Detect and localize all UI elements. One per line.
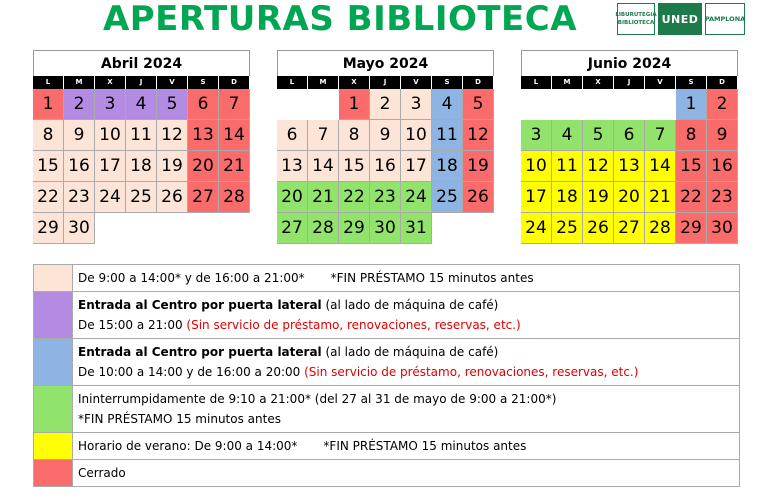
day-cell: 29 bbox=[339, 213, 370, 244]
day-cell: 26 bbox=[463, 182, 494, 213]
day-cell: 1 bbox=[676, 89, 707, 120]
day-cell: 10 bbox=[521, 151, 552, 182]
legend-hours: De 15:00 a 21:00 bbox=[78, 318, 187, 332]
day-cell: 17 bbox=[95, 151, 126, 182]
legend-warning: (Sin servicio de préstamo, renovaciones, reservas, etc.) bbox=[186, 318, 521, 332]
empty-day bbox=[552, 89, 583, 120]
day-cell: 27 bbox=[277, 213, 308, 244]
legend-hours: Ininterrumpidamente de 9:10 a 21:00* (del 27 al 31 de mayo de 9:00 a 21:00*) bbox=[78, 392, 557, 406]
day-cell: 26 bbox=[583, 213, 614, 244]
weekday-label: M bbox=[64, 76, 95, 89]
legend-swatch bbox=[34, 339, 73, 385]
day-cell: 30 bbox=[64, 213, 95, 244]
day-cell: 17 bbox=[401, 151, 432, 182]
empty-day bbox=[583, 89, 614, 120]
legend-row-red bbox=[34, 460, 739, 487]
day-cell: 6 bbox=[614, 120, 645, 151]
weekday-label: V bbox=[645, 76, 676, 89]
day-cell: 15 bbox=[676, 151, 707, 182]
weekday-header bbox=[277, 76, 494, 89]
day-cell: 19 bbox=[157, 151, 188, 182]
day-cell: 5 bbox=[463, 89, 494, 120]
day-cell: 30 bbox=[707, 213, 738, 244]
day-grid bbox=[277, 89, 494, 244]
page-title: APERTURAS BIBLIOTECA bbox=[102, 0, 578, 39]
legend-note: *FIN PRÉSTAMO 15 minutos antes bbox=[330, 271, 534, 285]
weekday-label: L bbox=[521, 76, 552, 89]
day-cell: 1 bbox=[339, 89, 370, 120]
legend-warning: (Sin servicio de préstamo, renovaciones, reservas, etc.) bbox=[304, 365, 639, 379]
day-cell: 4 bbox=[552, 120, 583, 151]
day-cell: 17 bbox=[521, 182, 552, 213]
weekday-label: J bbox=[614, 76, 645, 89]
day-cell: 14 bbox=[219, 120, 250, 151]
day-cell: 16 bbox=[370, 151, 401, 182]
day-cell: 25 bbox=[432, 182, 463, 213]
day-cell: 11 bbox=[552, 151, 583, 182]
day-cell: 12 bbox=[157, 120, 188, 151]
calendar-may bbox=[277, 50, 494, 244]
weekday-label: M bbox=[308, 76, 339, 89]
weekday-label: X bbox=[583, 76, 614, 89]
legend-entrance-detail: (al lado de máquina de café) bbox=[321, 298, 499, 312]
legend-row-normal bbox=[34, 265, 739, 292]
day-cell: 27 bbox=[614, 213, 645, 244]
day-cell: 25 bbox=[552, 213, 583, 244]
day-cell: 20 bbox=[614, 182, 645, 213]
weekday-label: J bbox=[370, 76, 401, 89]
day-cell: 14 bbox=[308, 151, 339, 182]
legend-row-purple bbox=[34, 292, 739, 339]
weekday-label: L bbox=[33, 76, 64, 89]
day-cell: 7 bbox=[645, 120, 676, 151]
day-cell: 22 bbox=[676, 182, 707, 213]
day-cell: 14 bbox=[645, 151, 676, 182]
day-cell: 23 bbox=[64, 182, 95, 213]
weekday-label: M bbox=[552, 76, 583, 89]
day-cell: 18 bbox=[432, 151, 463, 182]
day-cell: 8 bbox=[676, 120, 707, 151]
weekday-label: S bbox=[676, 76, 707, 89]
legend-text bbox=[73, 339, 643, 385]
day-cell: 9 bbox=[64, 120, 95, 151]
day-cell: 18 bbox=[126, 151, 157, 182]
day-cell: 7 bbox=[219, 89, 250, 120]
weekday-label: L bbox=[277, 76, 308, 89]
day-cell: 12 bbox=[583, 151, 614, 182]
empty-day bbox=[521, 89, 552, 120]
legend-swatch bbox=[34, 433, 73, 459]
legend-text bbox=[73, 460, 131, 486]
day-cell: 19 bbox=[583, 182, 614, 213]
legend-swatch bbox=[34, 265, 73, 291]
day-cell: 24 bbox=[95, 182, 126, 213]
month-title: Junio 2024 bbox=[521, 50, 738, 76]
legend-text bbox=[73, 433, 531, 459]
day-cell: 12 bbox=[463, 120, 494, 151]
day-cell: 5 bbox=[157, 89, 188, 120]
day-cell: 28 bbox=[645, 213, 676, 244]
day-cell: 28 bbox=[219, 182, 250, 213]
weekday-label: J bbox=[126, 76, 157, 89]
day-cell: 2 bbox=[707, 89, 738, 120]
day-cell: 24 bbox=[521, 213, 552, 244]
pamplona-logo: PAMPLONA bbox=[705, 3, 745, 35]
day-cell: 28 bbox=[308, 213, 339, 244]
day-cell: 19 bbox=[463, 151, 494, 182]
library-logo-line1: LIBURUTEGIA bbox=[615, 12, 657, 18]
legend-note: *FIN PRÉSTAMO 15 minutos antes bbox=[78, 412, 281, 426]
legend-row-green bbox=[34, 386, 739, 433]
day-cell: 30 bbox=[370, 213, 401, 244]
legend-row-yellow bbox=[34, 433, 739, 460]
day-cell: 20 bbox=[277, 182, 308, 213]
day-cell: 3 bbox=[95, 89, 126, 120]
day-cell: 13 bbox=[614, 151, 645, 182]
legend-swatch bbox=[34, 386, 73, 432]
day-cell: 11 bbox=[126, 120, 157, 151]
day-cell: 2 bbox=[370, 89, 401, 120]
legend-entrance: Entrada al Centro por puerta lateral bbox=[78, 345, 322, 359]
weekday-label: X bbox=[95, 76, 126, 89]
legend-text bbox=[73, 292, 526, 338]
day-cell: 31 bbox=[401, 213, 432, 244]
legend-row-blue bbox=[34, 339, 739, 386]
weekday-label: D bbox=[219, 76, 250, 89]
day-cell: 24 bbox=[401, 182, 432, 213]
weekday-header bbox=[521, 76, 738, 89]
day-cell: 21 bbox=[645, 182, 676, 213]
day-cell: 18 bbox=[552, 182, 583, 213]
calendar-june bbox=[521, 50, 738, 244]
month-title: Abril 2024 bbox=[33, 50, 250, 76]
day-cell: 16 bbox=[64, 151, 95, 182]
day-cell: 21 bbox=[308, 182, 339, 213]
legend-entrance-detail: (al lado de máquina de café) bbox=[321, 345, 499, 359]
day-cell: 22 bbox=[339, 182, 370, 213]
day-cell: 29 bbox=[33, 213, 64, 244]
weekday-label: V bbox=[157, 76, 188, 89]
empty-day bbox=[614, 89, 645, 120]
day-cell: 22 bbox=[33, 182, 64, 213]
weekday-label: V bbox=[401, 76, 432, 89]
day-grid bbox=[33, 89, 250, 244]
day-grid bbox=[521, 89, 738, 244]
day-cell: 1 bbox=[33, 89, 64, 120]
weekday-header bbox=[33, 76, 250, 89]
day-cell: 4 bbox=[432, 89, 463, 120]
empty-day bbox=[277, 89, 308, 120]
day-cell: 6 bbox=[277, 120, 308, 151]
day-cell: 13 bbox=[188, 120, 219, 151]
day-cell: 8 bbox=[33, 120, 64, 151]
weekday-label: D bbox=[707, 76, 738, 89]
day-cell: 7 bbox=[308, 120, 339, 151]
day-cell: 3 bbox=[521, 120, 552, 151]
day-cell: 2 bbox=[64, 89, 95, 120]
day-cell: 29 bbox=[676, 213, 707, 244]
legend-hours: Horario de verano: De 9:00 a 14:00* bbox=[78, 439, 298, 453]
empty-day bbox=[308, 89, 339, 120]
logos bbox=[617, 3, 745, 35]
empty-day bbox=[645, 89, 676, 120]
day-cell: 10 bbox=[95, 120, 126, 151]
uned-logo: UNED bbox=[658, 3, 702, 35]
legend-closed: Cerrado bbox=[78, 466, 126, 480]
day-cell: 15 bbox=[339, 151, 370, 182]
library-logo-line2: BIBLIOTECA bbox=[617, 20, 655, 26]
day-cell: 10 bbox=[401, 120, 432, 151]
day-cell: 21 bbox=[219, 151, 250, 182]
legend-text bbox=[73, 386, 561, 432]
weekday-label: S bbox=[432, 76, 463, 89]
day-cell: 4 bbox=[126, 89, 157, 120]
weekday-label: S bbox=[188, 76, 219, 89]
day-cell: 15 bbox=[33, 151, 64, 182]
day-cell: 27 bbox=[188, 182, 219, 213]
legend-note: *FIN PRÉSTAMO 15 minutos antes bbox=[323, 439, 527, 453]
day-cell: 11 bbox=[432, 120, 463, 151]
legend-swatch bbox=[34, 460, 73, 486]
legend-hours: De 9:00 a 14:00* y de 16:00 a 21:00* bbox=[78, 271, 305, 285]
legend-swatch bbox=[34, 292, 73, 338]
day-cell: 6 bbox=[188, 89, 219, 120]
library-logo bbox=[617, 3, 655, 35]
day-cell: 13 bbox=[277, 151, 308, 182]
day-cell: 23 bbox=[707, 182, 738, 213]
legend-entrance: Entrada al Centro por puerta lateral bbox=[78, 298, 322, 312]
day-cell: 8 bbox=[339, 120, 370, 151]
day-cell: 3 bbox=[401, 89, 432, 120]
legend-hours: De 10:00 a 14:00 y de 16:00 a 20:00 bbox=[78, 365, 305, 379]
day-cell: 9 bbox=[707, 120, 738, 151]
legend-text bbox=[73, 265, 539, 291]
calendar-april bbox=[33, 50, 250, 244]
legend bbox=[33, 264, 740, 487]
day-cell: 23 bbox=[370, 182, 401, 213]
weekday-label: D bbox=[463, 76, 494, 89]
weekday-label: X bbox=[339, 76, 370, 89]
day-cell: 5 bbox=[583, 120, 614, 151]
day-cell: 26 bbox=[157, 182, 188, 213]
day-cell: 25 bbox=[126, 182, 157, 213]
day-cell: 9 bbox=[370, 120, 401, 151]
day-cell: 16 bbox=[707, 151, 738, 182]
day-cell: 20 bbox=[188, 151, 219, 182]
month-title: Mayo 2024 bbox=[277, 50, 494, 76]
